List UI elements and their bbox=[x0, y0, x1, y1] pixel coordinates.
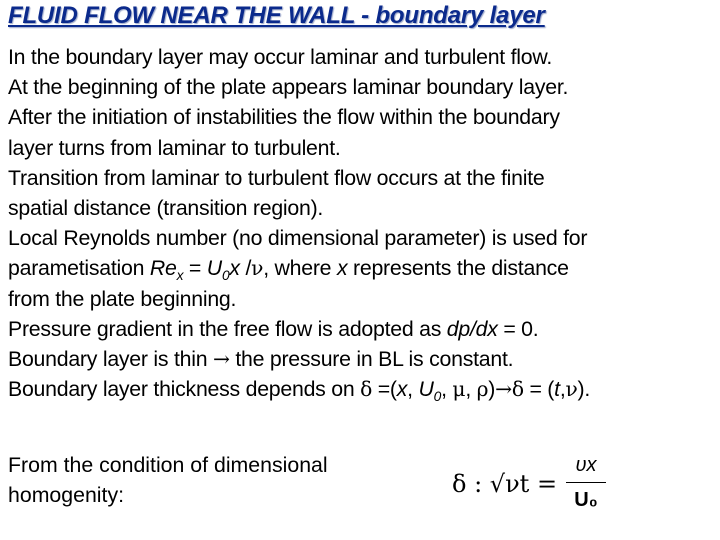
text-fragment: ) bbox=[488, 377, 496, 402]
text-fragment: the pressure in BL is constant. bbox=[229, 346, 514, 371]
fraction-denominator: U₀ bbox=[574, 489, 598, 511]
pressure-line bbox=[8, 314, 720, 344]
text-line: Transition from laminar to turbulent flow occurs at the finite bbox=[8, 165, 545, 190]
text-line: At the beginning of the plate appears laminar boundary layer. bbox=[8, 75, 569, 100]
text-line: homogenity: bbox=[8, 483, 125, 507]
page-title: FLUID FLOW NEAR THE WALL - boundary layer bbox=[8, 2, 545, 29]
text-fragment: ). bbox=[577, 377, 591, 402]
text-fragment: =( bbox=[372, 377, 397, 402]
text-fragment: represents the distance bbox=[347, 256, 569, 281]
body-text bbox=[8, 42, 720, 404]
arrow-icon: → bbox=[495, 377, 512, 402]
text-fragment: Boundary layer is thin bbox=[8, 346, 213, 371]
x-symbol: x bbox=[336, 256, 348, 281]
pressure-gradient: dp/dx bbox=[446, 316, 498, 341]
text-line: After the initiation of instabilities the flow within the boundary bbox=[8, 105, 560, 130]
delta-symbol: δ bbox=[511, 377, 524, 402]
nu-symbol: ν bbox=[251, 256, 264, 281]
text-fragment: Boundary layer thickness depends on bbox=[8, 377, 361, 402]
x-symbol: x bbox=[229, 256, 240, 281]
text-fragment: , bbox=[559, 377, 566, 402]
t-symbol: t bbox=[554, 377, 560, 402]
boundary-layer-formula: δ : √νt = bbox=[452, 470, 558, 498]
text-line: From the condition of dimensional bbox=[8, 453, 328, 477]
text-fragment: = 0. bbox=[497, 316, 539, 341]
mu-symbol: μ bbox=[452, 377, 466, 402]
subscript-zero: 0 bbox=[433, 387, 442, 404]
fraction-numerator: υx bbox=[575, 454, 597, 476]
thin-layer-line bbox=[8, 344, 720, 374]
reynolds-line bbox=[8, 253, 720, 283]
text-fragment: Pressure gradient in the free flow is adopted as bbox=[8, 316, 447, 341]
rho-symbol: ρ bbox=[476, 377, 489, 402]
text-fragment: = ( bbox=[523, 377, 555, 402]
text-fragment: , bbox=[407, 377, 419, 402]
reynolds-symbol: Re bbox=[149, 256, 177, 281]
text-fragment: , where bbox=[263, 256, 337, 281]
text-line: layer turns from laminar to turbulent. bbox=[8, 135, 341, 160]
text-fragment: = bbox=[183, 256, 207, 281]
text-line: Local Reynolds number (no dimensional parameter) is used for bbox=[8, 226, 588, 251]
text-line: In the boundary layer may occur laminar and turbulent flow. bbox=[8, 45, 553, 69]
nu-symbol: ν bbox=[565, 377, 578, 402]
x-symbol: x bbox=[396, 377, 408, 402]
fraction-bar bbox=[566, 482, 606, 483]
formula-fraction bbox=[566, 450, 606, 515]
text-fragment: , bbox=[441, 377, 453, 402]
velocity-symbol: U bbox=[206, 256, 222, 281]
subscript-zero: 0 bbox=[221, 267, 230, 284]
arrow-icon: → bbox=[212, 346, 230, 371]
thickness-line bbox=[8, 374, 720, 404]
text-line: spatial distance (transition region). bbox=[8, 195, 324, 220]
text-fragment: , bbox=[465, 377, 477, 402]
homogeneity-text bbox=[8, 450, 328, 510]
text-line: from the plate beginning. bbox=[8, 286, 237, 311]
text-fragment: / bbox=[239, 256, 252, 281]
delta-symbol: δ bbox=[360, 377, 373, 402]
velocity-symbol: U bbox=[418, 377, 434, 402]
text-fragment: parametisation bbox=[8, 256, 150, 281]
subscript-x: x bbox=[176, 267, 184, 284]
